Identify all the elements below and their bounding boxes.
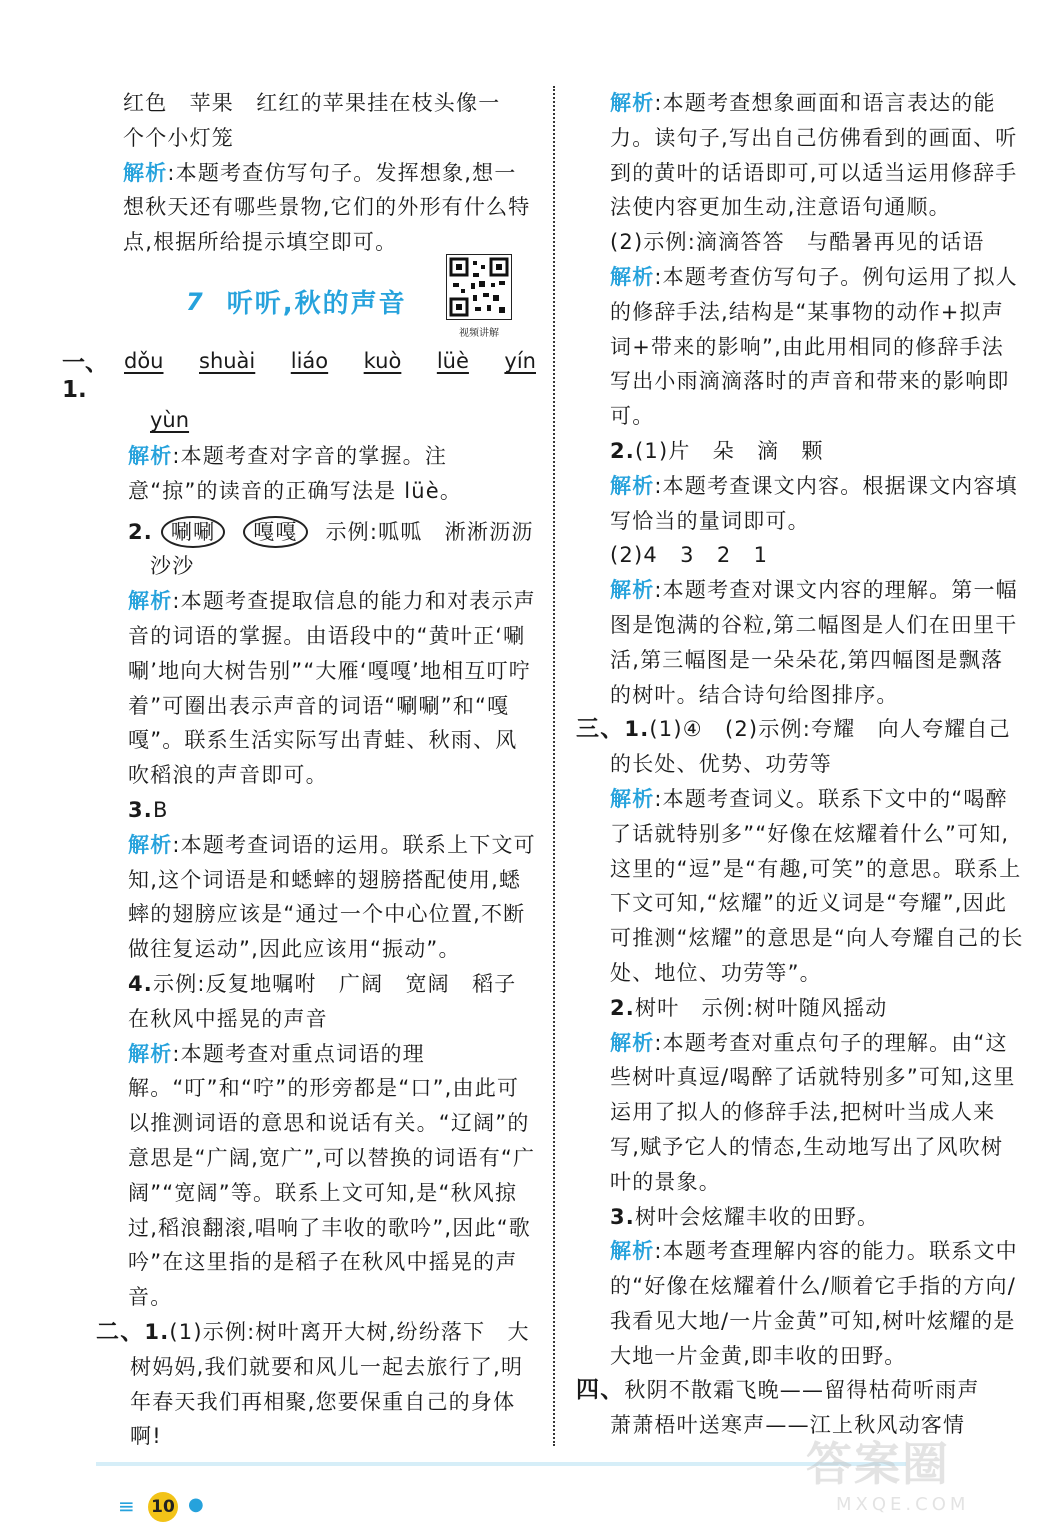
page-number: 10 xyxy=(148,1492,178,1522)
q2-1: 2.(1)片 朵 滴 颗 xyxy=(610,438,824,463)
pinyin-row: dǒu shuài liáo kuò lüè yín xyxy=(124,348,536,373)
analysis: 解析:本题考查对重点词语的理解。“叮”和“咛”的形旁都是“口”,由此可以推测词语的意思和说话有关。“辽阔”的意思是“广阔,宽广”,可以替换的词语有“广阔”“宽阔”等。联系上文可知,是“秋风掠过,稻浪翻滚,唱响了丰收的歌吟”,因此“歌吟”在这里指的是稻子在秋风中摇晃的声音。 xyxy=(128,1041,536,1310)
section-2-q1: 二、1.(1)示例:树叶离开大树,纷纷落下 大树妈妈,我们就要和风儿一起去旅行了,明年春天我们再相聚,您要保重自己的身体啊! xyxy=(96,1318,530,1449)
analysis: 解析:本题考查词义。联系下文中的“喝醉了话就特别多”“好像在炫耀着什么”可知,这里的“逗”是“有趣,可笑”的意思。联系上下文可知,“炫耀”的近义词是“夸耀”,因此可推测“炫耀”的意思是“向人夸耀自己的长处、地位、功劳等”。 xyxy=(610,786,1024,985)
section-3-q3: 3.树叶会炫耀丰收的田野。 xyxy=(610,1204,880,1229)
column-divider xyxy=(553,86,555,1446)
footer-rule xyxy=(96,1462,906,1466)
section-4: 四、秋阴不散霜飞晚——留得枯荷听雨声 xyxy=(576,1377,980,1404)
section-3-q2: 2.树叶 示例:树叶随风摇动 xyxy=(610,995,888,1020)
q1-pinyin: 一、1. dǒu shuài liáo kuò lüè yín xyxy=(62,344,536,403)
qr-caption: 视频讲解 xyxy=(459,327,499,339)
analysis: 解析:本题考查提取信息的能力和对表示声音的词语的掌握。由语段中的“黄叶正‘唰唰’地向大树告别”“大雁‘嘎嘎’地相互叮咛着”可圈出表示声音的词语“唰唰”和“嘎嘎”。联系生活实际写出青蛙、秋雨、风吹稻浪的声音即可。 xyxy=(128,589,536,788)
qr-code[interactable] xyxy=(446,254,512,339)
left-column: 红色 苹果 红红的苹果挂在枝头像一 个个小灯笼 解析:本题考查仿写句子。发挥想象,想一想秋天还有哪些景物,它们的外形有什么特点,根据所给提示填空即可。 7 听听,秋的声音 视频讲解 一、1. dǒu shuài liáo kuò lüè yín yùn 解析:本题考查对字音的掌握。注意“掠”的读音的正确写法是 lüè。 2. 唰唰 嘎嘎 示例:呱呱 淅淅沥沥 沙沙 解析:本题考查提取信息的能力和对表示声音的词语的掌握。由语段中的“黄叶正‘唰唰’地向大树告别”“大雁‘嘎嘎’地相互叮咛着”可圈出表示声音的词语“唰唰”和“嘎嘎”。联系生活实际写出青蛙、秋雨、风吹稻浪的声音即可。 3.B 解析:本题考查词语的运用。联系上下文可知,这个词语是和蟋蟀的翅膀搭配使用,蟋蟀的翅膀应该是“通过一个中心位置,不断做往复运动”,因此应该用“振动”。 4.示例:反复地嘱咐 广阔 宽阔 稻子在秋风中摇晃的声音 解析:本题考查对重点词语的理解。“叮”和“咛”的形旁都是“口”,由此可以推测词语的意思和说话有关。“辽阔”的意思是“广阔,宽广”,可以替换的词语有“广阔”“宽阔”等。联系上文可知,是“秋风掠过,稻浪翻滚,唱响了丰收的歌吟”,因此“歌吟”在这里指的是稻子在秋风中摇晃的声音。 二、1.(1)示例:树叶离开大树,纷纷落下 大树妈妈,我们就要和风儿一起去旅行了,明年春天我们再相聚,您要保重自己的身体啊! xyxy=(96,86,536,1454)
analysis: 解析:本题考查仿写句子。例句运用了拟人的修辞手法,结构是“某事物的动作+拟声词+带来的影响”,由此用相同的修辞手法写出小雨滴滴落时的声音和带来的影响即可。 xyxy=(610,264,1018,429)
analysis: 解析:本题考查仿写句子。发挥想象,想一想秋天还有哪些景物,它们的外形有什么特点,根据所给提示填空即可。 xyxy=(123,160,531,255)
qr-icon xyxy=(446,254,512,320)
section-3-q1: 三、1.(1)④ (2)示例:夸耀 向人夸耀自己的长处、优势、功劳等 xyxy=(576,716,1011,777)
q3: 3.B xyxy=(128,797,169,822)
answer-line: 个个小灯笼 xyxy=(123,125,234,150)
lesson-title xyxy=(96,260,536,344)
analysis: 解析:本题考查理解内容的能力。联系文中的“好像在炫耀着什么/顺着它手指的方向/我看见大地/一片金黄”可知,树叶炫耀的是大地一片金黄,即丰收的田野。 xyxy=(610,1239,1018,1368)
analysis: 解析:本题考查词语的运用。联系上下文可知,这个词语是和蟋蟀的翅膀搭配使用,蟋蟀的翅膀应该是“通过一个中心位置,不断做往复运动”,因此应该用“振动”。 xyxy=(128,832,536,962)
watermark: 答案圈 MXQE.COM xyxy=(806,1437,970,1515)
analysis: 解析:本题考查对字音的掌握。注意“掠”的读音的正确写法是 lüè。 xyxy=(128,443,463,503)
analysis: 解析:本题考查课文内容。根据课文内容填写恰当的量词即可。 xyxy=(610,473,1018,533)
lesson-number: 7 xyxy=(186,287,203,316)
lesson-name: 听听,秋的声音 xyxy=(226,289,407,320)
q2: 2. 唰唰 嘎嘎 示例:呱呱 淅淅沥沥 xyxy=(96,515,536,550)
footer-dot-icon: ● xyxy=(188,1494,204,1515)
right-column: 解析:本题考查想象画面和语言表达的能力。读句子,写出自己仿佛看到的画面、听到的黄叶的话语即可,可以适当运用修辞手法使内容更加生动,注意语句通顺。 (2)示例:滴滴答答 与酷暑再见的话语 解析:本题考查仿写句子。例句运用了拟人的修辞手法,结构是“某事物的动作+拟声词+带来的影响”,由此用相同的修辞手法写出小雨滴滴落时的声音和带来的影响即可。 2.(1)片 朵 滴 颗 解析:本题考查课文内容。根据课文内容填写恰当的量词即可。 (2)4 3 2 1 解析:本题考查对课文内容的理解。第一幅图是饱满的谷粒,第二幅图是人们在田里干活,第三幅图是一朵朵花,第四幅图是飘落的树叶。结合诗句给图排序。 三、1.(1)④ (2)示例:夸耀 向人夸耀自己的长处、优势、功劳等 解析:本题考查词义。联系下文中的“喝醉了话就特别多”“好像在炫耀着什么”可知,这里的“逗”是“有趣,可笑”的意思。联系上下文可知,“炫耀”的近义词是“夸耀”,因此可推测“炫耀”的意思是“向人夸耀自己的长处、地位、功劳等”。 2.树叶 示例:树叶随风摇动 解析:本题考查对重点句子的理解。由“这些树叶真逗/喝醉了话就特别多”可知,这里运用了拟人的修辞手法,把树叶当成人来写,赋予它人的情态,生动地写出了风吹树叶的景象。 3.树叶会炫耀丰收的田野。 解析:本题考查理解内容的能力。联系文中的“好像在炫耀着什么/顺着它手指的方向/我看见大地/一片金黄”可知,树叶炫耀的是大地一片金黄,即丰收的田野。 四、秋阴不散霜飞晚——留得枯荷听雨声 萧萧梧叶送寒声——江上秋风动客情 xyxy=(584,86,1024,1443)
analysis: 解析:本题考查对课文内容的理解。第一幅图是饱满的谷粒,第二幅图是人们在田里干活,第三幅图是一朵朵花,第四幅图是飘落的树叶。结合诗句给图排序。 xyxy=(610,578,1018,707)
analysis: 解析:本题考查想象画面和语言表达的能力。读句子,写出自己仿佛看到的画面、听到的黄叶的话语即可,可以适当运用修辞手法使内容更加生动,注意语句通顺。 xyxy=(610,91,1018,220)
circled-word: 唰唰 xyxy=(161,516,225,548)
answer-line: 红色 苹果 红红的苹果挂在枝头像一 xyxy=(123,91,501,115)
analysis: 解析:本题考查对重点句子的理解。由“这些树叶真逗/喝醉了话就特别多”可知,这里运用了拟人的修辞手法,把树叶当成人来写,赋予它人的情态,生动地写出了风吹树叶的景象。 xyxy=(610,1030,1016,1194)
circled-word: 嘎嘎 xyxy=(243,516,307,548)
q4: 4.示例:反复地嘱咐 广阔 宽阔 稻子在秋风中摇晃的声音 xyxy=(128,971,517,1031)
footer-stripes-icon: ≡ xyxy=(118,1494,135,1518)
